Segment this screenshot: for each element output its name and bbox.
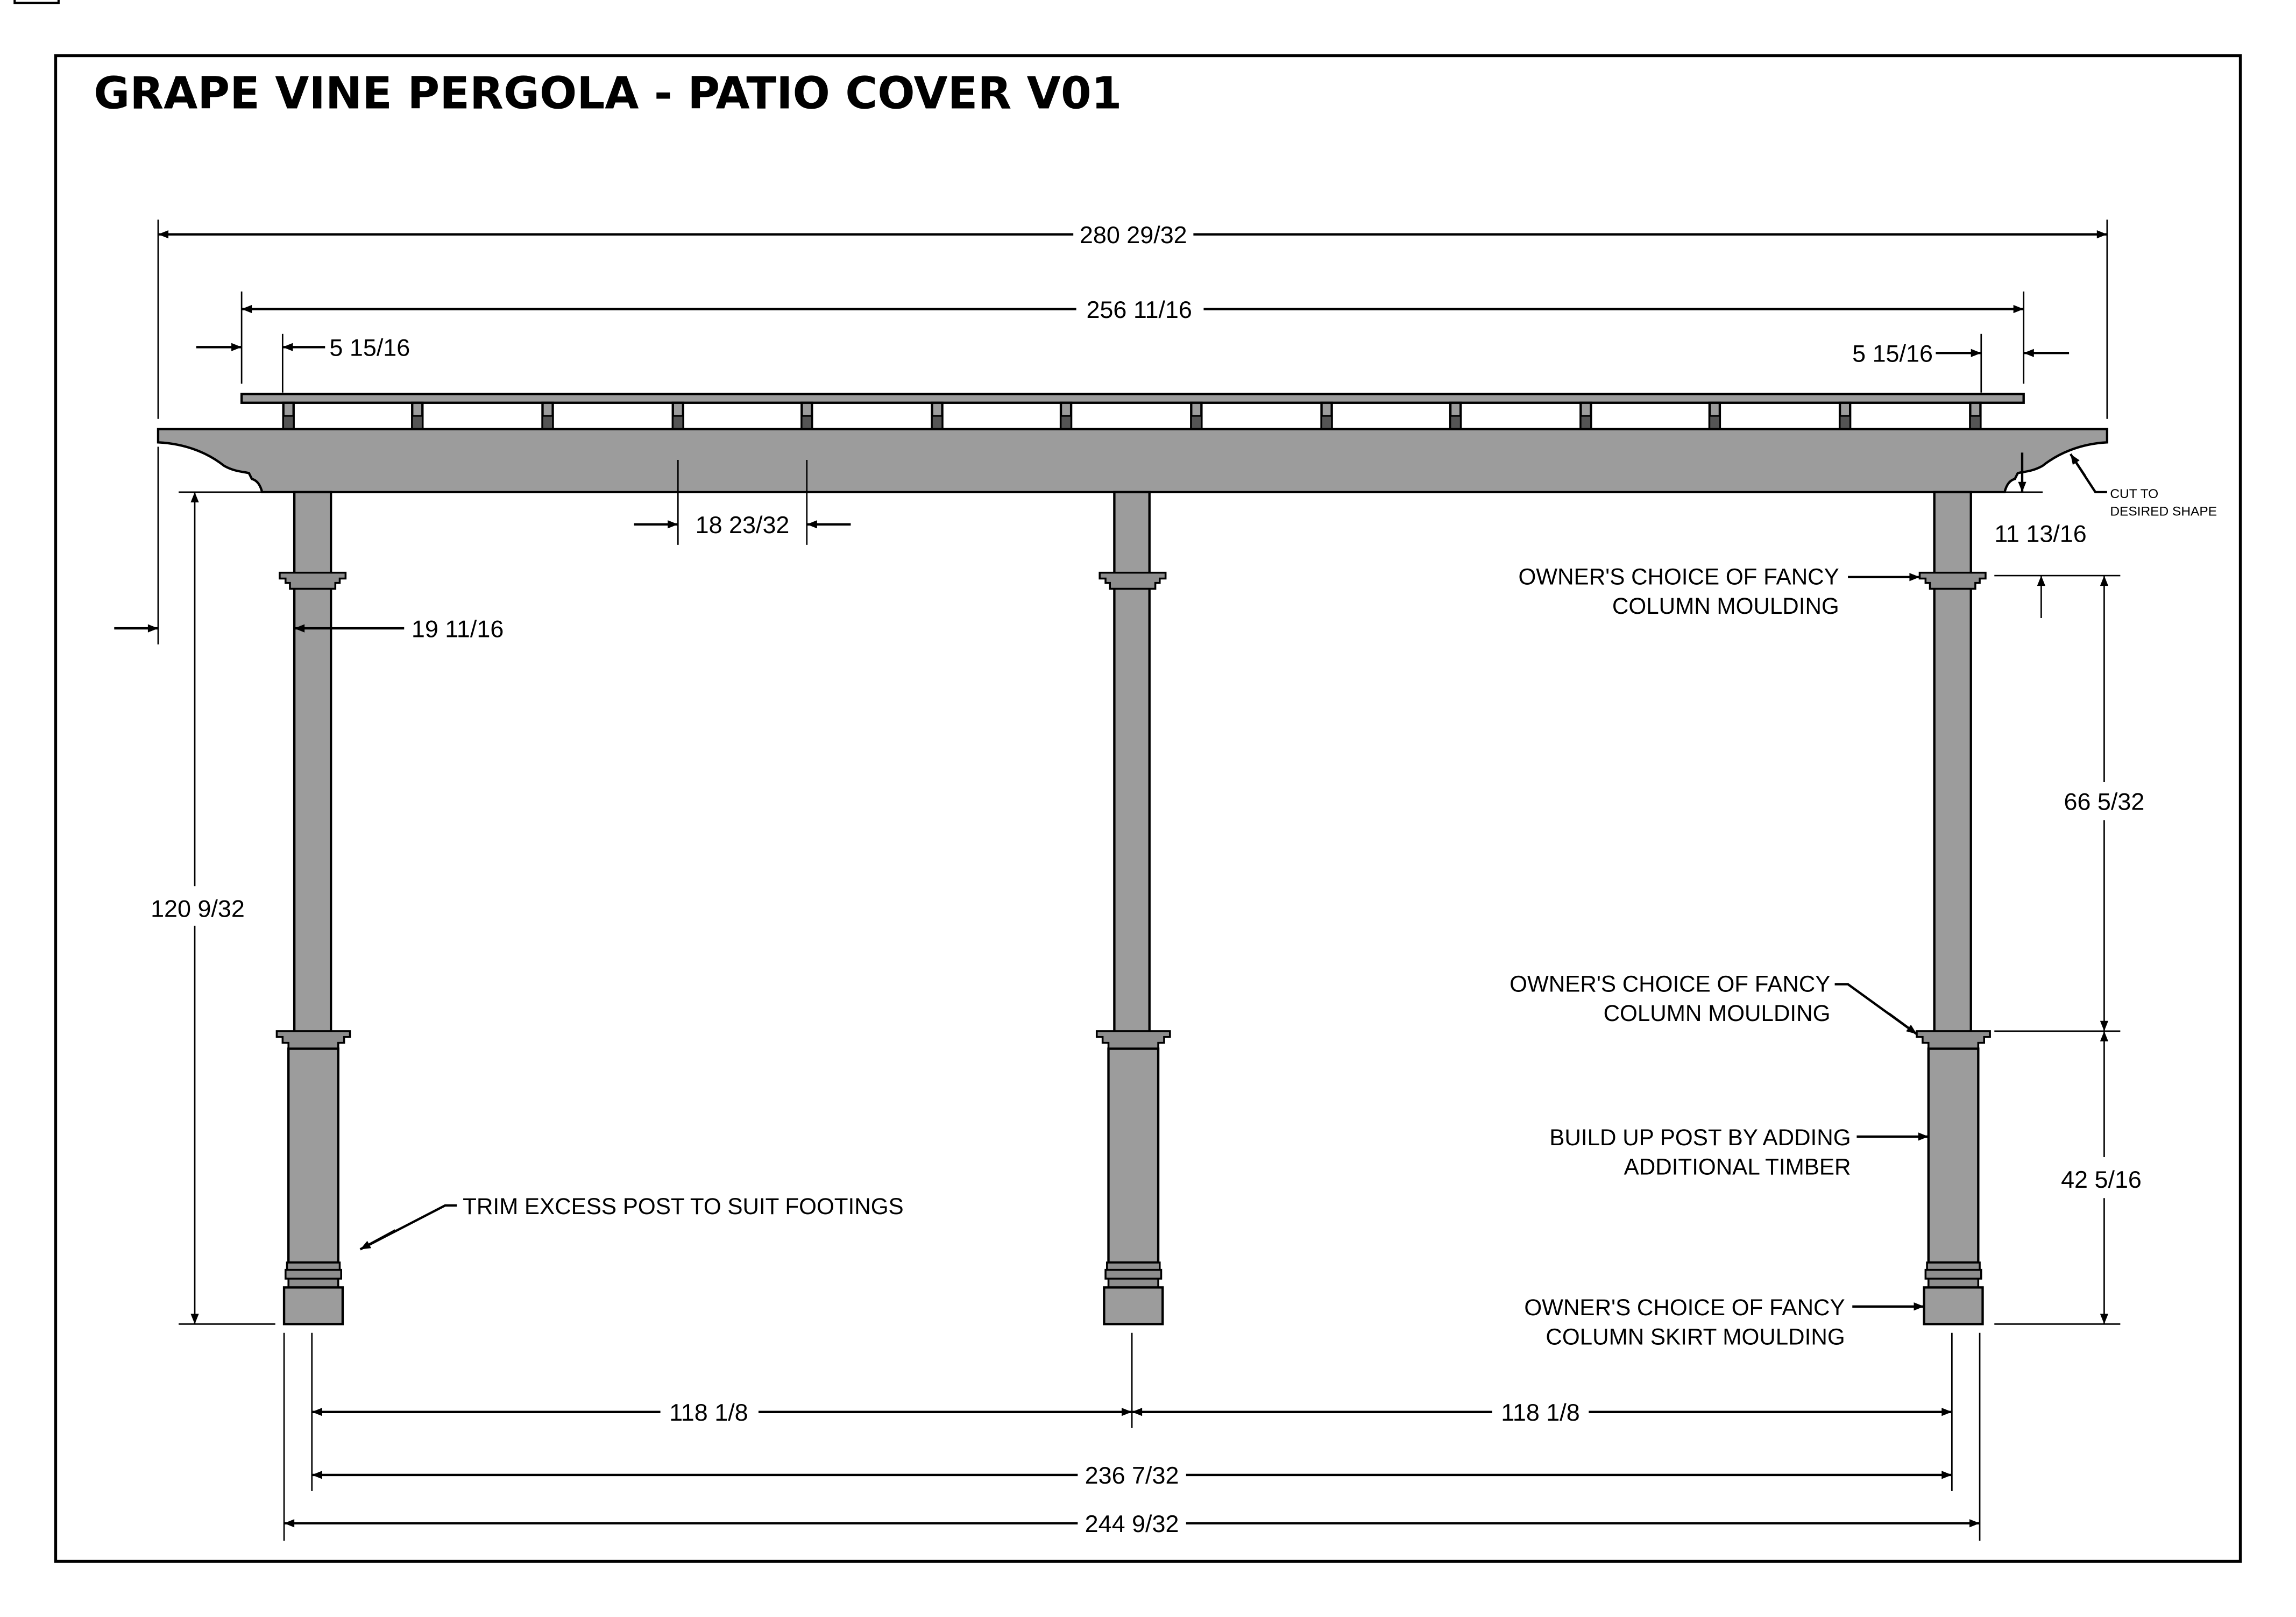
- top-rail: [242, 394, 2024, 402]
- dim-post-height: [151, 492, 275, 1324]
- dim-top-rail: [242, 292, 2024, 384]
- dim-upper-post-section: [1994, 576, 2144, 1031]
- svg-text:CUT TO: CUT TO: [2110, 486, 2159, 501]
- main-beam: [158, 429, 2107, 492]
- dim-right-overhang: [1852, 334, 2069, 393]
- dim-left-bay: [312, 1399, 1132, 1426]
- post-right: [1917, 492, 1990, 1324]
- svg-text:120 9/32: 120 9/32: [151, 895, 245, 923]
- svg-text:COLUMN SKIRT MOULDING: COLUMN SKIRT MOULDING: [1546, 1324, 1845, 1350]
- svg-text:OWNER'S CHOICE OF FANCY: OWNER'S CHOICE OF FANCY: [1510, 971, 1831, 997]
- svg-text:280 29/32: 280 29/32: [1079, 221, 1187, 249]
- svg-text:42 5/16: 42 5/16: [2061, 1166, 2142, 1194]
- svg-text:COLUMN MOULDING: COLUMN MOULDING: [1612, 593, 1839, 619]
- svg-text:OWNER'S CHOICE OF FANCY: OWNER'S CHOICE OF FANCY: [1524, 1295, 1845, 1321]
- note-trim-post: [360, 1194, 904, 1249]
- svg-text:11 13/16: 11 13/16: [1994, 520, 2087, 548]
- corner-mark: [15, 0, 59, 3]
- dim-left-overhang: [196, 334, 410, 393]
- svg-text:256 11/16: 256 11/16: [1086, 295, 1192, 323]
- svg-text:18 23/32: 18 23/32: [695, 511, 790, 539]
- svg-text:118 1/8: 118 1/8: [1501, 1399, 1580, 1427]
- svg-text:BUILD UP POST BY ADDING: BUILD UP POST BY ADDING: [1549, 1125, 1851, 1151]
- note-skirt-moulding: [1524, 1295, 1924, 1349]
- svg-text:118 1/8: 118 1/8: [669, 1399, 748, 1427]
- svg-text:COLUMN MOULDING: COLUMN MOULDING: [1603, 1000, 1831, 1026]
- dim-right-bay: [1132, 1399, 1952, 1426]
- dim-lower-post-section: [1994, 1031, 2142, 1324]
- svg-text:5 15/16: 5 15/16: [1852, 339, 1933, 367]
- svg-text:OWNER'S CHOICE OF FANCY: OWNER'S CHOICE OF FANCY: [1518, 564, 1839, 590]
- note-mid-moulding: [1510, 971, 1917, 1034]
- svg-text:19 11/16: 19 11/16: [411, 615, 504, 643]
- svg-text:66 5/32: 66 5/32: [2064, 788, 2145, 815]
- page-title: GRAPE VINE PERGOLA - PATIO COVER V01: [94, 68, 1122, 119]
- svg-text:ADDITIONAL TIMBER: ADDITIONAL TIMBER: [1624, 1154, 1851, 1180]
- note-upper-moulding: [1518, 564, 1919, 618]
- svg-text:5 15/16: 5 15/16: [329, 334, 410, 361]
- dim-post-inner-span: [312, 1462, 1952, 1489]
- note-cut-to-shape: [2071, 454, 2217, 519]
- note-build-up-post: [1549, 1125, 1929, 1179]
- post-left: [277, 492, 350, 1324]
- dim-post-outer-span: [284, 1510, 1980, 1537]
- svg-text:DESIRED SHAPE: DESIRED SHAPE: [2110, 504, 2217, 519]
- svg-text:236 7/32: 236 7/32: [1085, 1462, 1179, 1490]
- svg-text:TRIM EXCESS POST TO SUIT FOOTI: TRIM EXCESS POST TO SUIT FOOTINGS: [463, 1194, 904, 1219]
- post-middle: [1097, 492, 1170, 1324]
- svg-text:244 9/32: 244 9/32: [1085, 1510, 1179, 1538]
